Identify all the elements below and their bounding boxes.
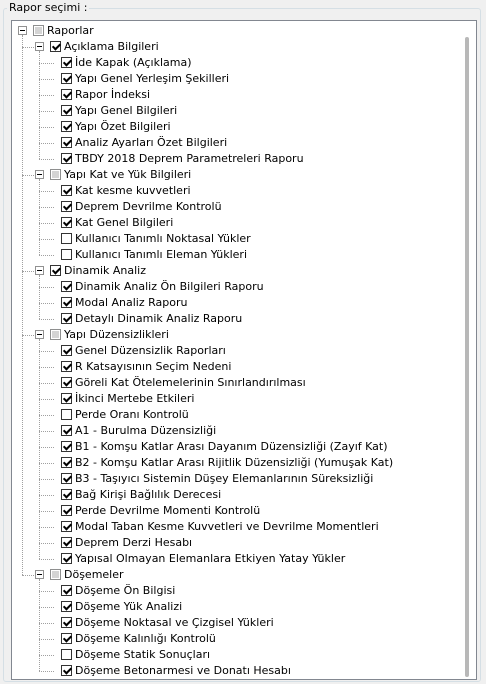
tree-item-label: Döşeme Noktasal ve Çizgisel Yükleri — [75, 616, 274, 629]
checkbox[interactable] — [61, 137, 72, 148]
checkbox[interactable] — [61, 281, 72, 292]
tree-item-label: İde Kapak (Açıklama) — [75, 56, 192, 69]
tree-row-dinamik-analiz[interactable] — [12, 263, 460, 279]
checkbox[interactable] — [61, 249, 72, 260]
tree-item-label: Modal Taban Kesme Kuvvetleri ve Devrilme Momentleri — [75, 520, 379, 533]
tree-item-label: R Katsayısının Seçim Nedeni — [75, 360, 232, 373]
checkbox[interactable] — [61, 601, 72, 612]
tree-row-ikinci-mertebe-etkileri[interactable] — [12, 391, 460, 407]
tree-row-goreli-kat-otelemelerinin-sinirlandirilmasi[interactable] — [12, 375, 460, 391]
tree-row-dinamik-analiz-on-bilgileri-raporu[interactable] — [12, 279, 460, 295]
tree-item-label: B3 - Taşıyıcı Sistemin Düşey Elemanlarının Süreksizliği — [75, 472, 374, 485]
tree-row-r-katsayisinin-secim-nedeni[interactable] — [12, 359, 460, 375]
collapse-icon[interactable] — [35, 330, 44, 339]
tree-item-label: Açıklama Bilgileri — [64, 40, 159, 53]
tree-row-a1-burulma-duzensizligi[interactable] — [12, 423, 460, 439]
checkbox[interactable] — [61, 313, 72, 324]
checkbox[interactable] — [61, 73, 72, 84]
tree-row-kat-genel-bilgileri[interactable] — [12, 215, 460, 231]
tree-item-label: İkinci Mertebe Etkileri — [75, 392, 195, 405]
tree-row-deprem-devrilme-kontrolu[interactable] — [12, 199, 460, 215]
checkbox[interactable] — [61, 201, 72, 212]
tree-row-aciklama-bilgileri[interactable] — [12, 39, 460, 55]
tree-row-doseme-betonarmesi-ve-donati-hesabi[interactable] — [12, 663, 460, 679]
tree-item-label: Yapı Genel Yerleşim Şekilleri — [75, 72, 230, 85]
checkbox[interactable] — [61, 233, 72, 244]
checkbox[interactable] — [61, 473, 72, 484]
checkbox[interactable] — [50, 569, 61, 580]
tree-row-dosemeler[interactable] — [12, 567, 460, 583]
tree-item-label: Deprem Derzi Hesabı — [75, 536, 193, 549]
checkbox[interactable] — [61, 409, 72, 420]
checkbox[interactable] — [61, 425, 72, 436]
tree-item-label: Modal Analiz Raporu — [75, 296, 188, 309]
tree-row-b1-komsu-katlar-arasi-dayanim-duzensizligi-zayif-kat[interactable] — [12, 439, 460, 455]
tree-row-yapi-genel-bilgileri[interactable] — [12, 103, 460, 119]
tree-item-label: Yapı Düzensizlikleri — [64, 328, 169, 341]
tree-row-perde-devrilme-momenti-kontrolu[interactable] — [12, 503, 460, 519]
tree-row-doseme-noktasal-ve-cizgisel-yukleri[interactable] — [12, 615, 460, 631]
tree-item-label: B2 - Komşu Katlar Arası Rijitlik Düzensizliği (Yumuşak Kat) — [75, 456, 394, 469]
checkbox[interactable] — [61, 585, 72, 596]
vertical-scrollbar[interactable] — [461, 21, 476, 679]
tree-item-label: Döşeme Betonarmesi ve Donatı Hesabı — [75, 664, 291, 677]
checkbox[interactable] — [61, 553, 72, 564]
checkbox[interactable] — [61, 153, 72, 164]
checkbox[interactable] — [50, 265, 61, 276]
tree-item-label: Yapı Genel Bilgileri — [75, 104, 178, 117]
tree-row-modal-taban-kesme-kuvvetleri-ve-devrilme-momentleri[interactable] — [12, 519, 460, 535]
tree-row-doseme-on-bilgisi[interactable] — [12, 583, 460, 599]
tree-item-label: Analiz Ayarları Özet Bilgileri — [75, 136, 228, 149]
tree-row-kat-kesme-kuvvetleri[interactable] — [12, 183, 460, 199]
tree-row-doseme-yuk-analizi[interactable] — [12, 599, 460, 615]
tree-row-kullanici-tanimli-eleman-yukleri[interactable] — [12, 247, 460, 263]
checkbox[interactable] — [50, 329, 61, 340]
checkbox[interactable] — [61, 89, 72, 100]
checkbox[interactable] — [61, 57, 72, 68]
checkbox[interactable] — [61, 393, 72, 404]
tree-item-label: Kullanıcı Tanımlı Eleman Yükleri — [75, 248, 248, 261]
tree-item-label: Perde Devrilme Momenti Kontrolü — [75, 504, 261, 517]
tree-item-label: Yapı Kat ve Yük Bilgileri — [64, 168, 192, 181]
checkbox[interactable] — [61, 633, 72, 644]
tree-item-label: Perde Oranı Kontrolü — [75, 408, 189, 421]
tree-row-doseme-kalinligi-kontrolu[interactable] — [12, 631, 460, 647]
tree-row-deprem-derzi-hesabi[interactable] — [12, 535, 460, 551]
tree-item-label: B1 - Komşu Katlar Arası Dayanım Düzensizliği (Zayıf Kat) — [75, 440, 388, 453]
tree-item-label: Raporlar — [47, 24, 94, 37]
collapse-icon[interactable] — [35, 266, 44, 275]
checkbox[interactable] — [61, 105, 72, 116]
tree-row-rapor-indeksi[interactable] — [12, 87, 460, 103]
tree-item-label: Göreli Kat Ötelemelerinin Sınırlandırılması — [75, 376, 306, 389]
tree-item-label: Kat Genel Bilgileri — [75, 216, 174, 229]
collapse-icon[interactable] — [18, 26, 27, 35]
tree-row-modal-analiz-raporu[interactable] — [12, 295, 460, 311]
tree-item-label: Rapor İndeksi — [75, 88, 150, 101]
checkbox[interactable] — [61, 537, 72, 548]
tree-item-label: Detaylı Dinamik Analiz Raporu — [75, 312, 243, 325]
checkbox[interactable] — [61, 377, 72, 388]
checkbox[interactable] — [61, 297, 72, 308]
tree-item-label: A1 - Burulma Düzensizliği — [75, 424, 217, 437]
checkbox[interactable] — [50, 169, 61, 180]
tree-item-label: Genel Düzensizlik Raporları — [75, 344, 226, 357]
tree-row-yapi-ozet-bilgileri[interactable] — [12, 119, 460, 135]
collapse-icon[interactable] — [35, 42, 44, 51]
tree-row-bag-kirisi-baglilik-derecesi[interactable] — [12, 487, 460, 503]
tree-item-label: Deprem Devrilme Kontrolü — [75, 200, 222, 213]
tree-row-analiz-ayarlari-ozet-bilgileri[interactable] — [12, 135, 460, 151]
tree-row-raporlar[interactable] — [12, 23, 460, 39]
checkbox[interactable] — [61, 521, 72, 532]
tree-item-label: Döşemeler — [64, 568, 124, 581]
checkbox[interactable] — [61, 441, 72, 452]
tree-item-label: Döşeme Statik Sonuçları — [75, 648, 211, 661]
tree-row-b3-tasiyici-sistemin-dusey-elemanlarinin-sureksizligi[interactable] — [12, 471, 460, 487]
tree-item-label: Bağ Kirişi Bağlılık Derecesi — [75, 488, 222, 501]
tree-row-detayli-dinamik-analiz-raporu[interactable] — [12, 311, 460, 327]
tree-item-label: Kat kesme kuvvetleri — [75, 184, 191, 197]
checkbox[interactable] — [61, 345, 72, 356]
group-title: Rapor seçimi : — [9, 1, 88, 14]
tree-row-b2-komsu-katlar-arasi-rijitlik-duzensizligi-yumusak-kat[interactable] — [12, 455, 460, 471]
tree-item-label: Yapı Özet Bilgileri — [75, 120, 171, 133]
checkbox[interactable] — [61, 121, 72, 132]
checkbox[interactable] — [61, 185, 72, 196]
tree-row-ide-kapak-aciklama[interactable] — [12, 55, 460, 71]
collapse-icon[interactable] — [35, 570, 44, 579]
tree-row-tbdy-2018-deprem-parametreleri-raporu[interactable] — [12, 151, 460, 167]
checkbox[interactable] — [61, 617, 72, 628]
checkbox[interactable] — [61, 217, 72, 228]
checkbox[interactable] — [50, 41, 61, 52]
tree-row-kullanici-tanimli-noktasal-yukler[interactable] — [12, 231, 460, 247]
checkbox[interactable] — [61, 649, 72, 660]
checkbox[interactable] — [61, 665, 72, 676]
tree-item-label: Kullanıcı Tanımlı Noktasal Yükler — [75, 232, 251, 245]
tree-row-yapi-genel-yerlesim-sekilleri[interactable] — [12, 71, 460, 87]
tree-row-yapi-duzensizlikleri[interactable] — [12, 327, 460, 343]
checkbox[interactable] — [33, 25, 44, 36]
tree-item-label: Dinamik Analiz — [64, 264, 147, 277]
scrollbar-thumb[interactable] — [465, 37, 469, 677]
tree-row-genel-duzensizlik-raporlari[interactable] — [12, 343, 460, 359]
tree-row-perde-orani-kontrolu[interactable] — [12, 407, 460, 423]
tree-item-label: Döşeme Yük Analizi — [75, 600, 183, 613]
tree-item-label: Döşeme Ön Bilgisi — [75, 584, 176, 597]
checkbox[interactable] — [61, 457, 72, 468]
tree-item-label: Dinamik Analiz Ön Bilgileri Raporu — [75, 280, 264, 293]
tree-item-label: Döşeme Kalınlığı Kontrolü — [75, 632, 216, 645]
collapse-icon[interactable] — [35, 170, 44, 179]
tree-item-label: TBDY 2018 Deprem Parametreleri Raporu — [75, 152, 304, 165]
report-tree[interactable] — [11, 20, 477, 680]
tree-item-label: Yapısal Olmayan Elemanlara Etkiyen Yatay Yükler — [75, 552, 346, 565]
checkbox[interactable] — [61, 489, 72, 500]
tree-row-yapi-kat-ve-yuk-bilgileri[interactable] — [12, 167, 460, 183]
tree-row-yapisal-olmayan-elemanlara-etkiyen-yatay-yukler[interactable] — [12, 551, 460, 567]
checkbox[interactable] — [61, 505, 72, 516]
tree-row-doseme-statik-sonuclari[interactable] — [12, 647, 460, 663]
checkbox[interactable] — [61, 361, 72, 372]
